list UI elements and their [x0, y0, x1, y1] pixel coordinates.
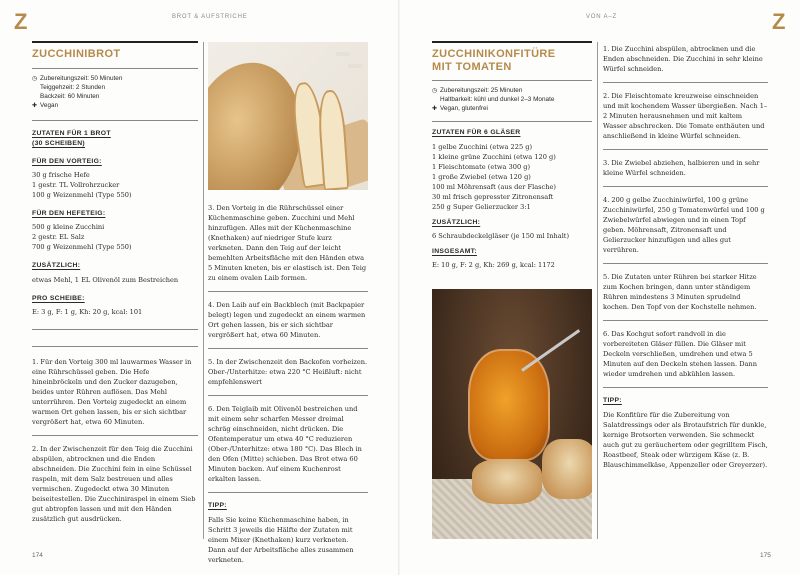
- divider: [32, 68, 198, 69]
- ingredient: 500 g kleine Zucchini: [32, 223, 105, 232]
- alphabet-letter: Z: [772, 9, 786, 34]
- step-3: 3. Den Vorteig in die Rührschüssel einer Küchenmaschine geben. Zucchini und Mehl hinzufügen. Alles mit der Küchenmaschine (Knethaken) auf niedriger Stufe kurz verkneten. Dann den Teig auf der leicht bemehlten Arbeitsfläche mit den Händen etwa 5 Minuten kneten, bis er elastisch ist. Den Teig zu einem ovalen Laib formen.: [208, 204, 367, 283]
- ingredients-heading: ZUTATEN FÜR 6 GLÄSER: [432, 129, 521, 137]
- extras-text: 6 Schraubdeckelgläser (je 150 ml Inhalt): [432, 232, 570, 241]
- page-number: 175: [760, 552, 771, 559]
- rise-time: Teiggehzeit: 2 Stunden: [40, 84, 106, 92]
- hefeteig-heading: FÜR DEN HEFETEIG:: [32, 210, 106, 218]
- steps-column: [208, 203, 368, 565]
- divider: [603, 82, 768, 83]
- recipe-meta: [432, 87, 592, 114]
- bread-slice: [317, 89, 350, 190]
- clock-icon: ◷: [32, 76, 38, 83]
- tip-text: Die Konfitüre für die Zubereitung von Salatdressings oder als Brotaufstrich für dunkle, kernige Brotsorten verwenden. Sie schmeckt auch gut zu geräuchertem oder gegrilltem Fisch, Roastbeef, Steak oder würzigem Käse (z. B. Blauschimmelkäse, Appenzeller oder Greyerzer).: [603, 410, 768, 469]
- divider: [208, 492, 368, 493]
- divider: [32, 435, 198, 436]
- ingredient: 1 große Zwiebel (etwa 120 g): [432, 172, 531, 181]
- steps-column: [603, 44, 768, 470]
- ingredient: 1 gelbe Zucchini (etwa 225 g): [432, 142, 533, 151]
- ingredient: 30 g frische Hefe: [32, 171, 90, 180]
- plus-icon: ✚: [432, 106, 438, 113]
- clock-icon: ◷: [432, 88, 438, 95]
- vorteig-list: [32, 170, 198, 200]
- toast-slice: [472, 459, 542, 504]
- bake-time: Backzeit: 60 Minuten: [40, 93, 100, 101]
- divider: [208, 395, 368, 396]
- divider: [32, 120, 198, 121]
- extras-heading: ZUSÄTZLICH:: [32, 262, 81, 270]
- ingredient: 100 g Weizenmehl (Type 550): [32, 191, 132, 200]
- prep-time: Zubereitungszeit: 50 Minuten: [40, 75, 123, 83]
- recipe-info-column: [432, 41, 592, 270]
- step-2: 2. Die Fleischtomate kreuzweise einschneiden und mit kochendem Wasser übergießen. Nach 1–2 Minuten herausnehmen und mit kaltem Wasser abschrecken. Die Tomate enthäuten und anschließend in kleine Würfel schneiden.: [603, 92, 768, 141]
- recipe-title: ZUCCHINIKONFITÜRE MIT TOMATEN: [432, 48, 556, 74]
- step-5: 5. In der Zwischenzeit den Backofen vorheizen. Ober-/Unterhitze: etwa 220 °C Heißluft: nicht empfehlenswert: [208, 358, 368, 387]
- extras-text: etwas Mehl, 1 EL Olivenöl zum Bestreichen: [32, 275, 179, 284]
- divider: [432, 121, 592, 122]
- step-2: 2. In der Zwischenzeit für den Teig die Zucchini abspülen, abtrocknen und die Enden abschneiden. Die Zucchini fein in eine Schüssel raspeln, mit dem Salz bestreuen und alles vermischen. Zugedeckt etwa 30 Minuten beiseitestellen. Die Zucchiniraspel in einem Sieb gut abtropfen lassen und mit den Händen zusätzlich gut ausdrücken.: [32, 445, 196, 524]
- ingredient: 700 g Weizenmehl (Type 550): [32, 243, 132, 252]
- running-header: BROT & AUFSTRICHE: [172, 14, 248, 20]
- ingredient: 1 kleine grüne Zucchini (etwa 120 g): [432, 152, 556, 161]
- tip-text: Falls Sie keine Küchenmaschine haben, in Schritt 3 jeweils die Hälfte der Zutaten mit einem Mixer (Knethaken) kurz verkneten. Dann auf der Arbeitsfläche alles zusammen verkneten.: [208, 515, 354, 564]
- jam-jar: [468, 349, 550, 461]
- title-rule: [432, 41, 592, 43]
- prep-time: Zubereitungszeit: 25 Minuten: [440, 87, 523, 95]
- column-divider: [597, 42, 598, 539]
- running-header: VON A–Z: [586, 14, 617, 20]
- divider: [603, 149, 768, 150]
- vorteig-heading: FÜR DEN VORTEIG:: [32, 157, 102, 165]
- ingredient: 250 g Super Gelierzucker 3:1: [432, 202, 531, 211]
- right-page: [400, 0, 800, 575]
- nutrition-heading: PRO SCHEIBE:: [32, 294, 85, 302]
- plus-icon: ✚: [32, 103, 38, 110]
- nutrition-text: E: 10 g, F: 2 g, Kh: 269 g, kcal: 1172: [432, 261, 555, 270]
- recipe-info-column: [32, 41, 198, 532]
- step-6: 6. Den Teiglaib mit Olivenöl bestreichen und mit einem sehr scharfen Messer dreimal schräg einschneiden, nicht drücken. Die Ofentemperatur um etwa 40 °C reduzieren (Ober-/Unterhitze: etwa 180 °C). Das Blech in den Ofen (Mitte) schieben. Das Brot etwa 60 Minuten backen. Auf einem Kuchenrost erkalten lassen.: [208, 405, 362, 484]
- step-1: 1. Für den Vorteig 300 ml lauwarmes Wasser in eine Rührschüssel geben. Die Hefe hineinbröckeln und den Zucker dazugeben, beides unter Rühren auflösen. Das Mehl unterrühren. Den Vorteig zugedeckt an einem warmen Ort gehen lassen, bis er sich sichtbar vergrößert hat, etwa 60 Minuten.: [32, 358, 192, 427]
- diet-tag: Vegan: [40, 102, 59, 110]
- step-4: 4. Den Laib auf ein Backblech (mit Backpapier belegt) legen und zugedeckt an einem warmen Ort gehen lassen, bis er sich sichtbar vergrößert hat, etwa 60 Minuten.: [208, 301, 366, 340]
- column-divider: [203, 42, 204, 539]
- hefeteig-list: [32, 222, 198, 252]
- tip-heading: TIPP:: [603, 397, 622, 405]
- ingredients-heading: ZUTATEN FÜR 1 BROT (30 SCHEIBEN): [32, 130, 111, 148]
- diet-tag: Vegan, glutenfrei: [440, 105, 488, 113]
- bread-photo: [208, 42, 368, 190]
- nutrition-heading: INSGESAMT:: [432, 248, 477, 256]
- step-4: 4. 200 g gelbe Zucchiniwürfel, 100 g grüne Zucchiniwürfel, 250 g Tomatenwürfel und 100 g Zwiebelwürfel abwiegen und in einen Topf geben. Möhrensaft, Zitronensaft und Gelierzucker hinzufügen und alles gut verrühren.: [603, 196, 765, 255]
- step-1: 1. Die Zucchini abspülen, abtrocknen und die Enden abschneiden. Die Zucchini in sehr kleine Würfel schneiden.: [603, 45, 763, 74]
- jam-photo: [432, 289, 592, 539]
- divider: [603, 186, 768, 187]
- divider: [208, 348, 368, 349]
- ingredient: 1 Fleischtomate (etwa 300 g): [432, 162, 531, 171]
- alphabet-letter: Z: [14, 9, 28, 34]
- page-number: 174: [32, 552, 43, 559]
- divider: [432, 80, 592, 81]
- divider: [32, 329, 198, 330]
- step-5: 5. Die Zutaten unter Rühren bei starker Hitze zum Kochen bringen, dann unter ständigem Rühren mindestens 3 Minuten sprudelnd kochen. Den Topf von der Kochstelle nehmen.: [603, 273, 757, 312]
- divider: [603, 387, 768, 388]
- spoon: [521, 329, 580, 372]
- recipe-title: ZUCCHINIBROT: [32, 48, 121, 60]
- step-3: 3. Die Zwiebel abziehen, halbieren und in sehr kleine Würfel schneiden.: [603, 159, 760, 178]
- ingredients-list: [432, 142, 592, 212]
- divider: [208, 291, 368, 292]
- step-6: 6. Das Kochgut sofort randvoll in die vorbereiteten Gläser füllen. Die Gläser mit Deckeln verschließen, umdrehen und etwa 5 Minuten auf den Deckeln stehen lassen. Dann wieder umdrehen und abkühlen lassen.: [603, 330, 757, 379]
- divider: [603, 320, 768, 321]
- ingredient: 100 ml Möhrensaft (aus der Flasche): [432, 182, 556, 191]
- ingredient: 30 ml frisch gepresster Zitronensaft: [432, 192, 554, 201]
- extras-heading: ZUSÄTZLICH:: [432, 218, 481, 226]
- shelf-life: Haltbarkeit: kühl und dunkel 2–3 Monate: [440, 96, 555, 104]
- tip-heading: TIPP:: [208, 502, 227, 510]
- ingredient: 1 gestr. TL Vollrohrzucker: [32, 181, 120, 190]
- divider: [32, 346, 198, 347]
- recipe-meta: [32, 75, 198, 111]
- ingredient: 2 gestr. EL Salz: [32, 233, 85, 242]
- bread-slice: [542, 439, 592, 499]
- divider: [603, 263, 768, 264]
- title-rule: [32, 41, 198, 43]
- nutrition-text: E: 3 g, F: 1 g, Kh: 20 g, kcal: 101: [32, 308, 143, 317]
